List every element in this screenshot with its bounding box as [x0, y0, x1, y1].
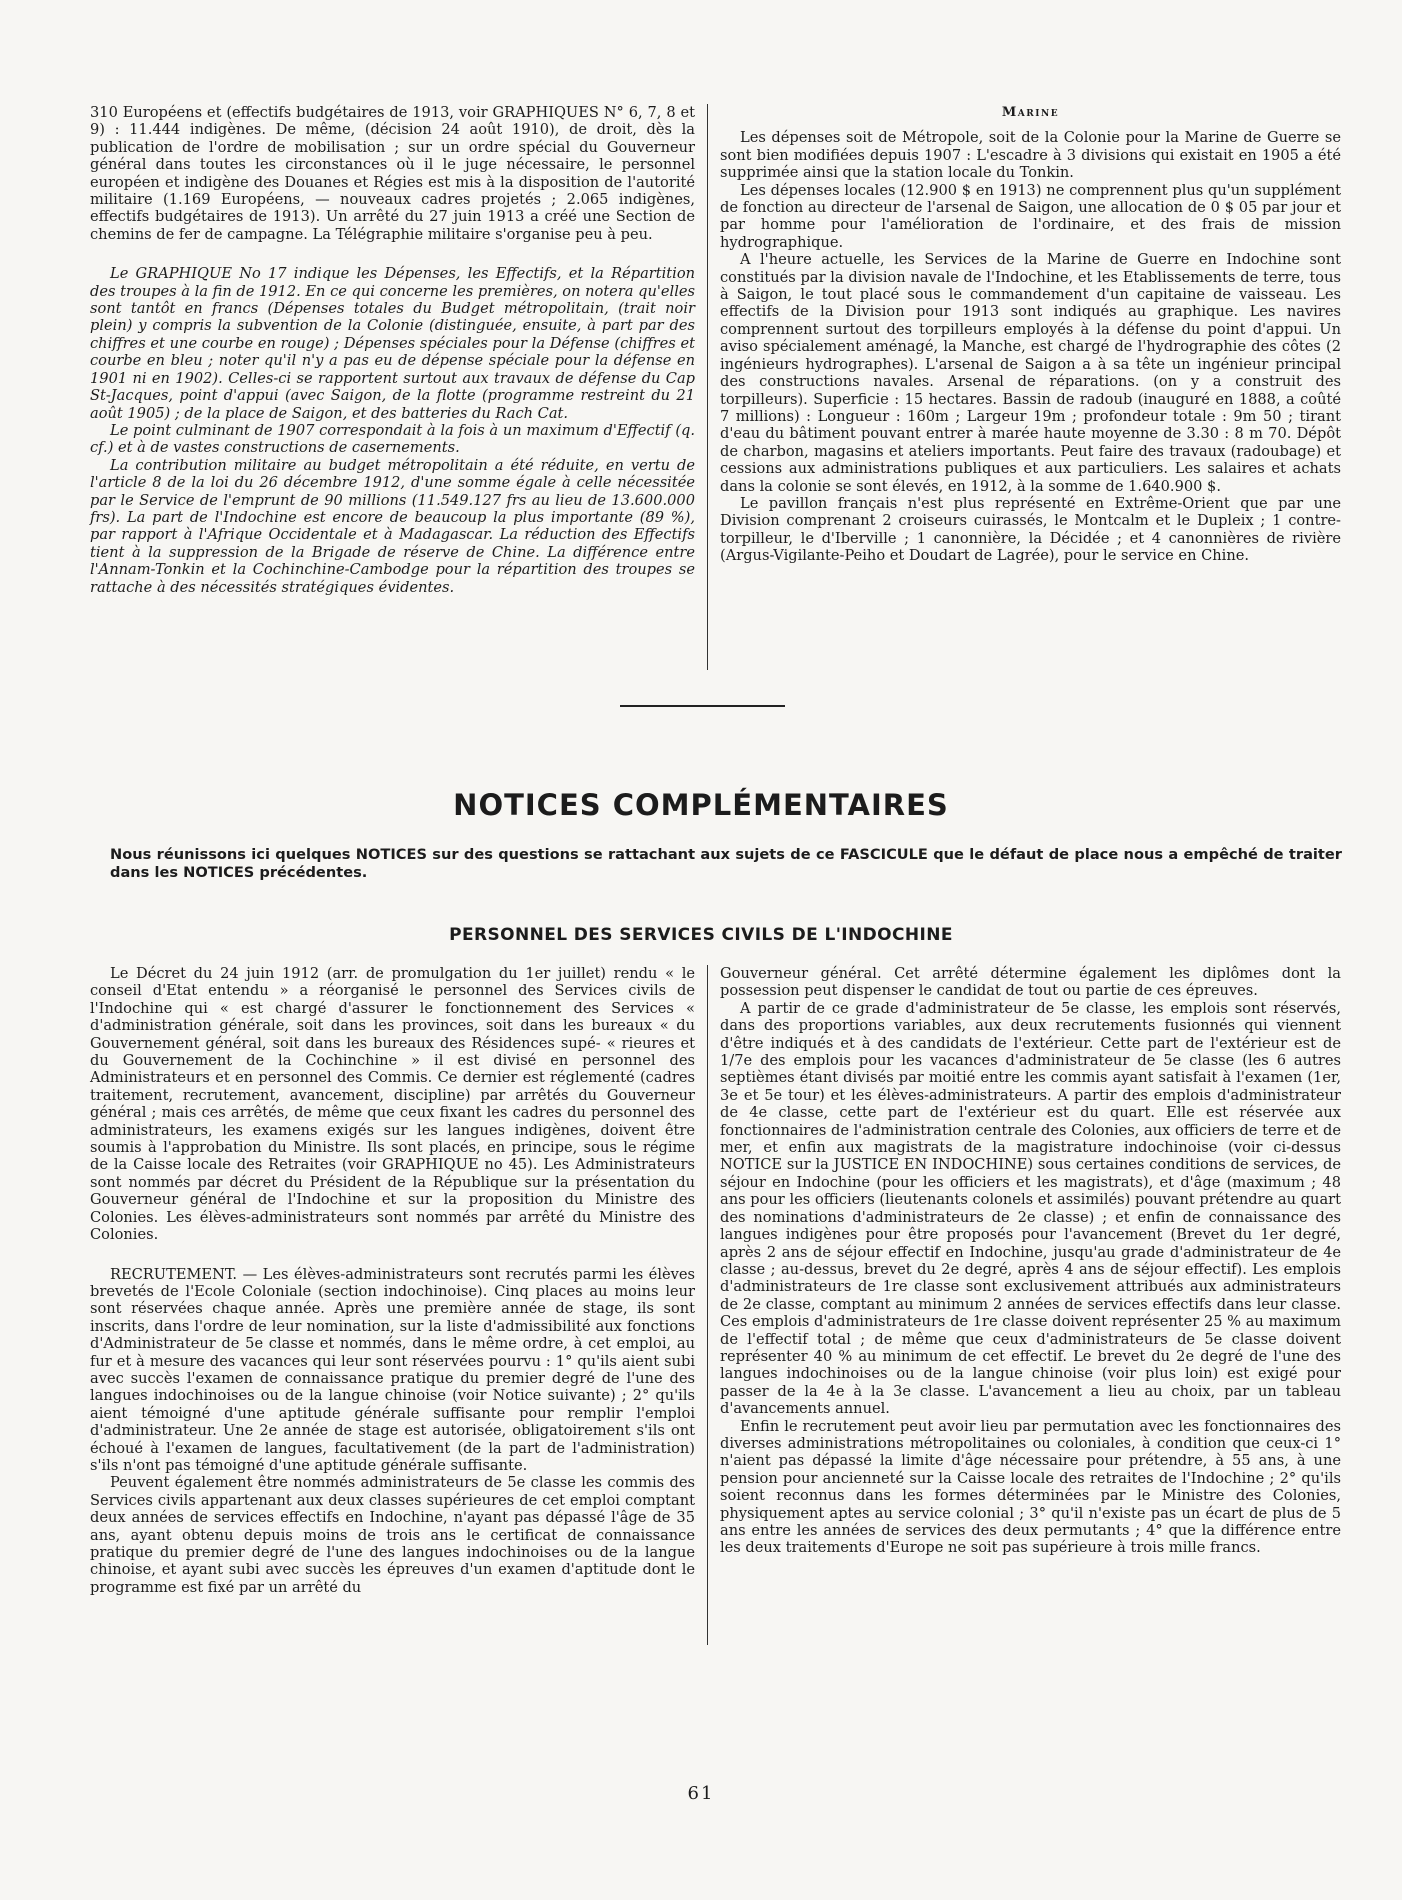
top-left-paragraph-4: La contribution militaire au budget métropolitain a été réduite, en vertu de l'article 8 de la loi du 26 décembre 1912, d'une somme égale à celle nécessitée par le Service de l'emprunt de 90 millions (11.549.127 frs au lieu de 13.600.000 frs). La part de l'Indochine est encore de beaucoup la plus importante (89 %), par rapport à l'Afrique Occidentale et à Madagascar. La réduction des Effectifs tient à la suppression de la Brigade de réserve de Chine. La différence entre l'Annam-Tonkin et la Cochinchine-Cambodge pour la répartition des troupes se rattache à des nécessités stratégiques évidentes. — [90, 456, 695, 596]
top-right-paragraph-2: Les dépenses locales (12.900 $ en 1913) ne comprennent plus qu'un supplément de fonction au directeur de l'arsenal de Saigon, une allocation de 0 $ 05 par jour et par homme pour l'amélioration de l'ordinaire, et des frais de mission hydrographique. — [720, 181, 1341, 251]
notices-title: NOTICES COMPLÉMENTAIRES — [453, 788, 949, 822]
bottom-left-column — [90, 965, 695, 1596]
personnel-left-paragraph-1: Le Décret du 24 juin 1912 (arr. de promulgation du 1er juillet) rendu « le conseil d'Etat entendu » a réorganisé le personnel des Services civils de l'Indochine qui « est chargé d'assurer le fonctionnement des Services « d'administration générale, soit dans les provinces, soit dans les bureaux « du Gouvernement général, soit dans les bureaux des Résidences supé- « rieures et du Gouvernement de la Cochinchine » il est divisé en personnel des Administrateurs et en personnel des Commis. Ce dernier est réglementé (cadres traitement, recrutement, avancement, discipline) par arrêtés du Gouverneur général ; mais ces arrêtés, de même que ceux fixant les cadres du personnel des administrateurs, les examens exigés sur les langues indigènes, doivent être soumis à l'approbation du Ministre. Ils sont placés, en principe, sous le régime de la Caisse locale des Retraites (voir GRAPHIQUE no 45). Les Administrateurs sont nommés par décret du Président de la République sur la présentation du Gouverneur général de l'Indochine et sur la proposition du Ministre des Colonies. Les élèves-administrateurs sont nommés par arrêté du Ministre des Colonies. — [90, 965, 695, 1244]
bottom-column-divider — [707, 965, 708, 1645]
top-right-paragraph-3: A l'heure actuelle, les Services de la Marine de Guerre en Indochine sont constitués par la division navale de l'Indochine, et les Etablissements de terre, tous à Saigon, le tout placé sous le commandement d'un capitaine de vaisseau. Les effectifs de la Division pour 1913 sont indiqués au graphique. Les navires comprennent surtout des torpilleurs employés à la défense du point d'appui. Un aviso spécialement aménagé, la Manche, est chargé de l'hydrographie des côtes (2 ingénieurs hydrographes). L'arsenal de Saigon a à sa tête un ingénieur principal des constructions navales. Arsenal de réparations. (on y a construit des torpilleurs). Superficie : 15 hectares. Bassin de radoub (inauguré en 1888, a coûté 7 millions) : Longueur : 160m ; Largeur 19m ; profondeur totale : 9m 50 ; tirant d'eau du bâtiment pouvant entrer à marée haute moyenne de 3.30 : 8 m 70. Dépôt de charbon, magasins et ateliers importants. Peut faire des travaux (radoubage) et cessions aux administrations publiques et aux particuliers. Les salaires et achats dans la colonie se sont élevés, en 1912, à la somme de 1.640.900 $. — [720, 251, 1341, 495]
top-left-column — [90, 104, 695, 596]
personnel-left-paragraph-2: RECRUTEMENT. — Les élèves-administrateurs sont recrutés parmi les élèves brevetés de l'Ecole Coloniale (section indochinoise). Cinq places au moins leur sont réservées chaque année. Après une première année de stage, ils sont inscrits, dans l'ordre de leur nomination, sur la liste d'admissibilité aux fonctions d'Administrateur de 5e classe et nommés, dans le même ordre, à cet emploi, au fur et à mesure des vacances qui leur sont réservées pourvu : 1° qu'ils aient subi avec succès l'examen de connaissance pratique du premier degré de l'une des langues indochinoises ou de la langue chinoise (voir Notice suivante) ; 2° qu'ils aient témoigné d'une aptitude générale suffisante pour remplir l'emploi d'administrateur. Une 2e année de stage est autorisée, obligatoirement s'ils ont échoué à l'examen de langues, facultativement (de la part de l'administration) s'ils n'ont pas témoigné d'une aptitude générale suffisante. — [90, 1265, 695, 1474]
top-column-divider — [707, 104, 708, 670]
personnel-title: PERSONNEL DES SERVICES CIVILS DE L'INDOCHINE — [449, 925, 953, 945]
marine-heading: Marine — [1001, 105, 1060, 120]
top-left-paragraph-1: 310 Européens et (effectifs budgétaires de 1913, voir GRAPHIQUES N° 6, 7, 8 et 9) : 11.444 indigènes. De même, (décision 24 août 1910), de droit, dès la publication de l'ordre de mobilisation ; sur un ordre spécial du Gouverneur général dans toutes les circonstances où il le juge nécessaire, le personnel européen et indigène des Douanes et Régies est mis à la disposition de l'autorité militaire (1.169 Européens, — nouveaux cadres projetés ; 2.065 indigènes, effectifs budgétaires de 1913). Un arrêté du 27 juin 1913 a créé une Section de chemins de fer de campagne. La Télégraphie militaire s'organise peu à peu. — [90, 104, 695, 243]
personnel-right-paragraph-2: A partir de ce grade d'administrateur de 5e classe, les emplois sont réservés, dans des proportions variables, aux deux recrutements fusionnés qui viennent d'être indiqués et à des candidats de l'extérieur. Cette part de l'extérieur est de 1/7e des emplois pour les vacances d'administrateur de 5e classe (les 6 autres septièmes étant divisés par moitié entre les commis ayant satisfait à l'examen (1er, 3e et 5e tour) et les élèves-administrateurs. A partir des emplois d'administrateur de 4e classe, cette part de l'extérieur est du quart. Elle est réservée aux fonctionnaires de l'administration centrale des Colonies, aux officiers de terre et de mer, et enfin aux magistrats de la magistrature indochinoise (voir ci-dessus NOTICE sur la JUSTICE EN INDOCHINE) sous certaines conditions de services, de séjour en Indochine (pour les officiers et les magistrats), et d'âge (maximum ; 48 ans pour les officiers (lieutenants colonels et assimilés) pouvant prétendre au quart des nominations d'administrateurs de 2e classe) ; et enfin de connaissance des langues indigènes pour être proposés pour l'avancement (Brevet du 1er degré, après 2 ans de séjour effectif en Indochine, jusqu'au grade d'administrateur de 4e classe ; au-dessus, brevet du 2e degré, après 4 ans de séjour effectif). Les emplois d'administrateurs de 1re classe sont exclusivement attribués aux administrateurs de 2e classe, comptant au minimum 2 années de services effectifs dans leur classe. Ces emplois d'administrateurs de 1re classe doivent représenter 25 % au maximum de l'effectif total ; de même que ceux d'administrateurs de 5e classe doivent représenter 40 % au minimum de cet effectif. Le brevet du 2e degré de l'une des langues indochinoises ou de la langue chinoise (voir plus loin) est exigé pour passer de la 4e à la 3e classe. L'avancement a lieu au choix, par un tableau d'avancements annuel. — [720, 999, 1341, 1418]
page-number: 61 — [687, 1783, 715, 1804]
top-right-column — [720, 104, 1341, 565]
bottom-right-column — [720, 965, 1341, 1557]
notices-intro: Nous réunissons ici quelques NOTICES sur des questions se rattachant aux sujets de ce FASCICULE que le défaut de place nous a empêché de traiter dans les NOTICES précédentes. — [110, 846, 1342, 881]
personnel-right-paragraph-1: Gouverneur général. Cet arrêté détermine également les diplômes dont la possession peut dispenser le candidat de tout ou partie de ces épreuves. — [720, 965, 1341, 1000]
section-separator — [620, 705, 785, 707]
top-right-paragraph-1: Les dépenses soit de Métropole, soit de la Colonie pour la Marine de Guerre se sont bien modifiées depuis 1907 : L'escadre à 3 divisions qui existait en 1905 a été supprimée ainsi que la station locale du Tonkin. — [720, 129, 1341, 182]
top-right-paragraph-4: Le pavillon français n'est plus représenté en Extrême-Orient que par une Division comprenant 2 croiseurs cuirassés, le Montcalm et le Dupleix ; 1 contre-torpilleur, le d'Iberville ; 1 canonnière, la Décidée ; et 4 canonnières de rivière (Argus-Vigilante-Peiho et Doudart de Lagrée), pour le service en Chine. — [720, 494, 1341, 565]
personnel-left-paragraph-3: Peuvent également être nommés administrateurs de 5e classe les commis des Services civils appartenant aux deux classes supérieures de cet emploi comptant deux années de services effectifs en Indochine, n'ayant pas dépassé l'âge de 35 ans, ayant obtenu depuis moins de trois ans le certificat de connaissance pratique du premier degré de l'une des langues indochinoises ou de la langue chinoise, et ayant subi avec succès les épreuves d'un examen d'aptitude dont le programme est fixé par un arrêté du — [90, 1474, 695, 1596]
top-left-paragraph-2: Le GRAPHIQUE No 17 indique les Dépenses, les Effectifs, et la Répartition des troupes à la fin de 1912. En ce qui concerne les premières, on notera qu'elles sont tantôt en francs (Dépenses totales du Budget métropolitain, (trait noir plein) y compris la subvention de la Colonie (distinguée, ensuite, à part par des chiffres et une courbe en rouge) ; Dépenses spéciales pour la Défense (chiffres et courbe en bleu ; noter qu'il n'y a pas eu de dépense spéciale pour la défense en 1901 ni en 1902). Celles-ci se rapportent surtout aux travaux de défense du Cap St-Jacques, point d'appui (avec Saigon, de la flotte (programme restreint du 21 août 1905) ; de la place de Saigon, et des batteries du Rach Cat. — [90, 265, 695, 422]
top-left-paragraph-3: Le point culminant de 1907 correspondait à la fois à un maximum d'Effectif (q. cf.) et à de vastes constructions de casernements. — [90, 421, 695, 457]
personnel-right-paragraph-3: Enfin le recrutement peut avoir lieu par permutation avec les fonctionnaires des diverses administrations métropolitaines ou coloniales, à condition que ceux-ci 1° n'aient pas dépassé la limite d'âge nécessaire pour prétendre, à 55 ans, à une pension pour ancienneté sur la Caisse locale des retraites de l'Indochine ; 2° qu'ils soient reconnus dans les formes déterminées par le Ministre des Colonies, physiquement aptes au service colonial ; 3° qu'il n'existe pas un écart de plus de 5 ans entre les années de services des deux permutants ; 4° que la différence entre les deux traitements d'Europe ne soit pas supérieure à trois mille francs. — [720, 1417, 1341, 1557]
